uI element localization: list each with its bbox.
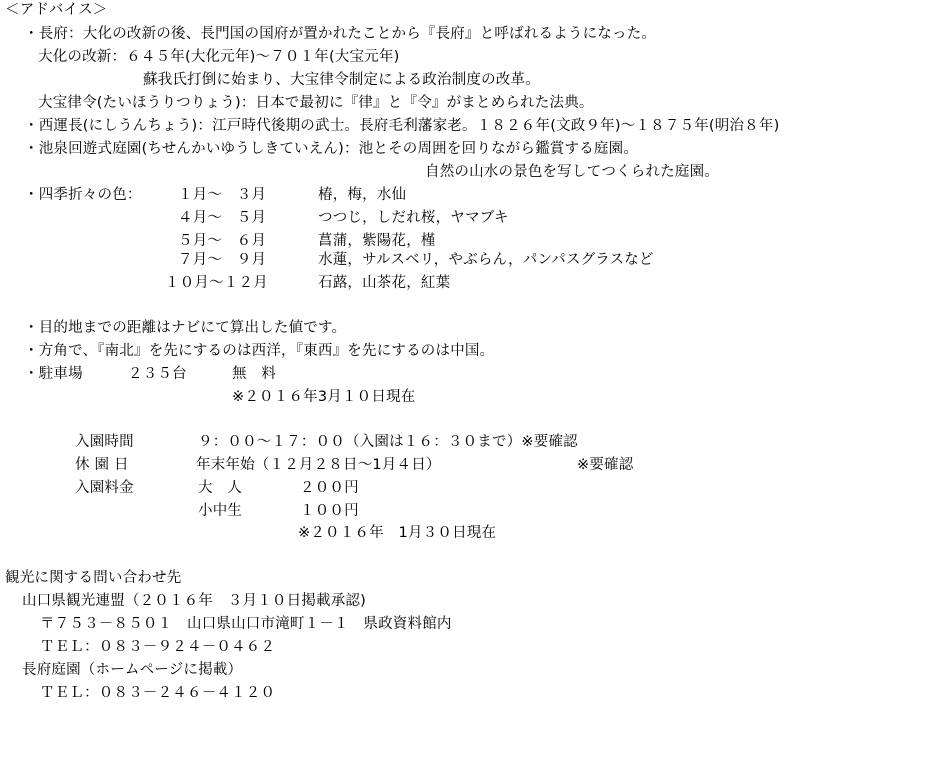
- season-flowers: 菖蒲，紫陽花，槿: [318, 233, 436, 249]
- season-flowers: つつじ，しだれ桜，ヤマブキ: [318, 210, 509, 226]
- season-period: １０月～１２月: [165, 275, 268, 291]
- season-flowers: 水蓮，サルスベリ，やぶらん，パンパスグラスなど: [318, 252, 654, 268]
- seasons-label: ・四季折々の色：: [24, 187, 142, 203]
- fee-child-value: １００円: [300, 503, 359, 519]
- parking-fee: 無 料: [232, 366, 277, 382]
- hours-value: ９：００～１７：００（入園は１６：３０まで）※要確認: [198, 434, 578, 450]
- distance-note: ・目的地までの距離はナビにて算出した値です。: [24, 320, 347, 336]
- contact-org-tel: ＴＥＬ：０８３－９２４－０４６２: [40, 639, 276, 655]
- closed-value: 年末年始（１２月２８日～1月４日）: [196, 457, 441, 473]
- fee-label: 入園料金: [75, 480, 134, 496]
- season-flowers: 石蕗，山茶花，紅葉: [318, 275, 451, 291]
- season-period: ４月～ ５月: [178, 210, 267, 226]
- contact-garden-tel: ＴＥＬ：０８３－２４６－４１２０: [40, 685, 276, 701]
- season-period: ７月～ ９月: [178, 252, 267, 268]
- advice-heading: ＜アドバイス＞: [5, 2, 108, 18]
- fee-adult-value: ２００円: [300, 480, 359, 496]
- garden-style-definition: ・池泉回遊式庭園(ちせんかいゆうしきていえん)：池とその周囲を回りながら鑑賞する庭園。: [24, 141, 638, 157]
- taika-reform-detail: 蘇我氏打倒に始まり、大宝律令制定による政治制度の改革。: [143, 72, 540, 88]
- season-period: １月～ ３月: [178, 187, 267, 203]
- chofu-definition: ・長府：大化の改新の後、長門国の国府が置かれたことから『長府』と呼ばれるようになった。: [24, 26, 657, 42]
- contact-org-address: 〒７５３－８５０１ 山口県山口市滝町１－１ 県政資料館内: [40, 616, 452, 632]
- closed-note: ※要確認: [577, 457, 634, 473]
- taiho-code-definition: 大宝律令(たいほうりつりょう)：日本で最初に『律』と『令』がまとめられた法典。: [38, 95, 594, 111]
- parking-label: ・駐車場: [24, 366, 83, 382]
- season-period: ５月～ ６月: [178, 233, 267, 249]
- parking-count: ２３５台: [128, 366, 187, 382]
- closed-label: 休 園 日: [75, 457, 129, 473]
- contact-garden-name: 長府庭園（ホームページに掲載）: [22, 662, 243, 678]
- fee-note: ※２０１６年 1月３０日現在: [298, 525, 497, 541]
- fee-child-label: 小中生: [198, 503, 243, 519]
- garden-style-detail: 自然の山水の景色を写してつくられた庭園。: [425, 164, 719, 180]
- direction-note: ・方角で、『南北』を先にするのは西洋，『東西』を先にするのは中国。: [24, 343, 495, 359]
- contact-heading: 観光に関する問い合わせ先: [5, 570, 182, 586]
- fee-adult-label: 大 人: [198, 480, 243, 496]
- contact-org-name: 山口県観光連盟（２０１６年 ３月１０日掲載承認): [22, 593, 366, 609]
- season-flowers: 椿，梅，水仙: [318, 187, 407, 203]
- hours-label: 入園時間: [75, 434, 134, 450]
- parking-note: ※２０１６年3月１０日現在: [232, 389, 416, 405]
- nishi-unchou-definition: ・西運長(にしうんちょう)：江戸時代後期の武士。長府毛利藩家老。１８２６年(文政９年)～１８７５年(明治８年): [24, 118, 780, 134]
- taika-reform-line: 大化の改新：６４５年(大化元年)～７０１年(大宝元年): [38, 49, 400, 65]
